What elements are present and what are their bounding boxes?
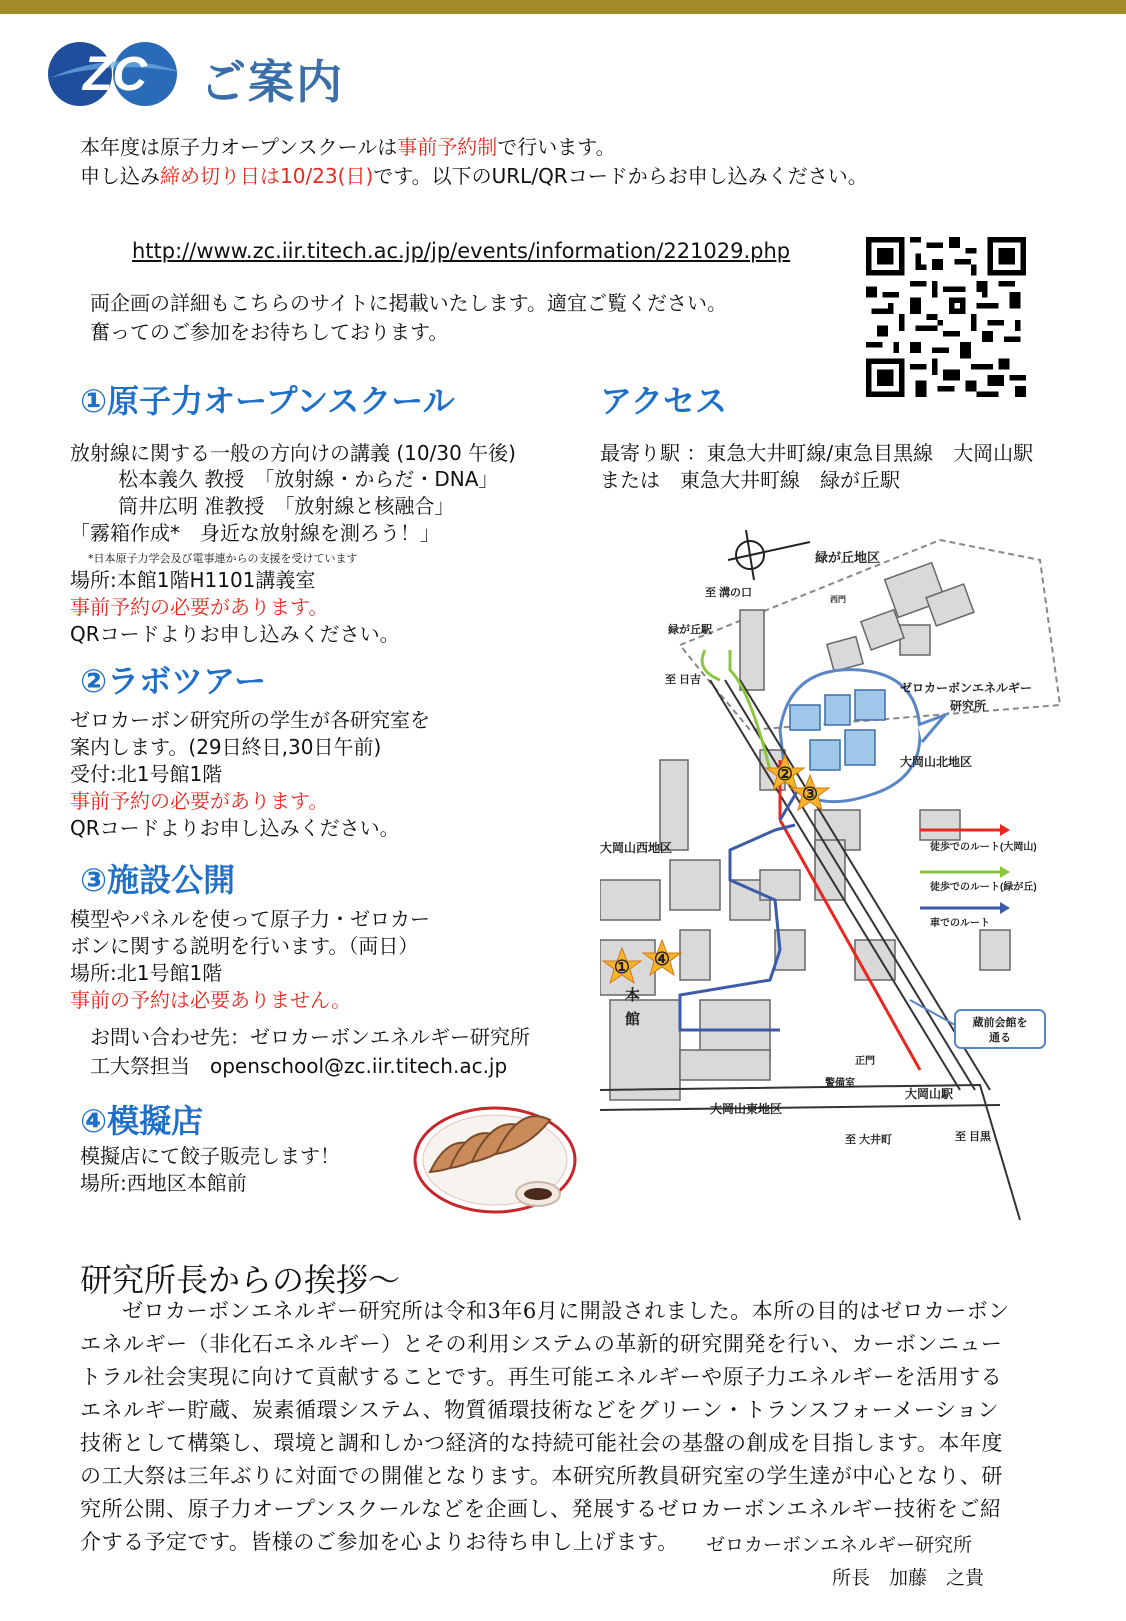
greeting-body: ゼロカーボンエネルギー研究所は令和3年6月に開設されました。本所の目的はゼロカーボンエネルギー（非化石エネルギー）とその利用システムの革新的研究開発を行い、カーボンニュートラル社会実現に向けて貢献することです。再生可能エネルギーや原子力エネルギーを活用するエネルギー貯蔵、炭素循環システム、物質循環技術などをグリーン・トランスフォーメーション技術として構築し、環境と調和しかつ経済的な持続可能社会の基盤の創成を目指します。本年度の工大祭は三年ぶりに対面での開催となります。本研究所教員研究室の学生達が中心となり、研究所公開、原子力オープンスクールなどを企画し、発展するゼロカーボンエネルギー技術をご紹介する予定です。皆様のご参加を心よりお待ち申し上げます。: [80, 1299, 1010, 1554]
map-label-north: 大岡山北地区: [900, 755, 973, 769]
sec4-line-1: 模擬店にて餃子販売します！: [80, 1144, 340, 1168]
map-num-4: ④: [653, 949, 671, 969]
sec1-location: 場所:本館1階H1101講義室: [70, 568, 316, 592]
section-4-title: ④模擬店: [80, 1102, 204, 1140]
map-kuramae-1: 蔵前会館を: [972, 1017, 1028, 1029]
sec2-line-1: ゼロカーボン研究所の学生が各研究室を: [70, 708, 430, 732]
intro-line-2-b: です。以下のURL/QRコードからお申し込みください。: [373, 164, 868, 188]
intro-line-2-a: 申し込み: [80, 164, 160, 188]
compass-icon: [728, 530, 810, 580]
sec3-location: 場所:北1号館1階: [70, 961, 223, 985]
sec1-line-1: 放射線に関する一般の方向けの講義 (10/30 午後): [70, 441, 516, 465]
intro-line-1-b: で行います。: [497, 135, 616, 159]
sec3-reservation: 事前の予約は必要ありません。: [70, 988, 352, 1012]
campus-map: [600, 530, 1100, 1220]
intro-line-1-a: 本年度は原子力オープンスクールは: [80, 135, 398, 159]
sec1-line-4: 「霧箱作成* 身近な放射線を測ろう！」: [70, 521, 440, 545]
greeting-org: ゼロカーボンエネルギー研究所: [706, 1534, 973, 1556]
intro-line-4: 奮ってのご参加をお待ちしております。: [90, 320, 449, 344]
section-1-title: ①原子力オープンスクール: [80, 382, 455, 420]
greeting-title: 研究所長からの挨拶～: [80, 1261, 401, 1299]
map-num-1: ①: [613, 957, 631, 977]
sec1-line-3: 筒井広明 准教授 「放射線と核融合」: [118, 494, 455, 518]
access-line-1: 最寄り駅 ：東急大井町線/東急目黒線 大岡山駅: [600, 441, 1034, 465]
map-label-zc-1: ゼロカーボンエネルギー: [900, 681, 1033, 695]
greeting-director: 所長 加藤 之貴: [832, 1567, 985, 1589]
map-num-3: ③: [801, 784, 819, 804]
intro-line-3: 両企画の詳細もこちらのサイトに掲載いたします。適宜ご覧ください。: [90, 291, 727, 315]
sec2-qr-note: QRコードよりお申し込みください。: [70, 816, 400, 840]
sec1-reservation: 事前予約の必要があります。: [70, 595, 329, 619]
qr-code[interactable]: [866, 237, 1026, 397]
intro-line-2-red: 締め切り日は10/23(日): [160, 164, 374, 188]
map-label-zc-2: 研究所: [950, 699, 987, 713]
map-kuramae-2: 通る: [989, 1032, 1011, 1044]
sec1-qr-note: QRコードよりお申し込みください。: [70, 622, 400, 646]
map-label-west: 大岡山西地区: [600, 841, 673, 855]
map-label-hiyoshi: 至 日吉: [665, 674, 702, 686]
map-legend-1: 徒歩でのルート(大岡山): [930, 842, 1037, 853]
map-label-police: 警備室: [825, 1078, 855, 1089]
map-label-ookayama-st: 大岡山駅: [905, 1087, 954, 1101]
sec3-line-1: 模型やパネルを使って原子力・ゼロカー: [70, 907, 430, 931]
page-title: ご案内: [200, 55, 344, 109]
map-label-midorigaoka-st: 緑が丘駅: [668, 624, 712, 636]
map-label-east: 大岡山東地区: [710, 1102, 783, 1116]
intro-line-2: [80, 163, 868, 190]
access-title: アクセス: [600, 382, 728, 420]
section-3-title: ③施設公開: [80, 861, 236, 899]
contact-line-1: お問い合わせ先：ゼロカーボンエネルギー研究所: [90, 1025, 530, 1049]
sec3-line-2: ボンに関する説明を行います。（両日）: [70, 934, 419, 958]
map-label-west-gate: 西門: [830, 595, 846, 604]
logo-lettering: ZC: [83, 48, 147, 101]
map-legend-3: 車でのルート: [930, 918, 990, 929]
sec2-reservation: 事前予約の必要があります。: [70, 789, 329, 813]
map-label-midorigaoka: 緑が丘地区: [815, 550, 881, 565]
sec2-line-3: 受付:北1号館1階: [70, 762, 223, 786]
map-label-main-gate: 正門: [855, 1056, 875, 1067]
sec2-line-2: 案内します。(29日終日,30日午前): [70, 735, 382, 759]
gyoza-illustration: [410, 1090, 580, 1220]
map-legend-2: 徒歩でのルート(緑が丘): [930, 882, 1037, 893]
access-line-2: または 東急大井町線 緑が丘駅: [600, 468, 900, 492]
sec4-location: 場所:西地区本館前: [80, 1171, 247, 1195]
info-url-link[interactable]: http://www.zc.iir.titech.ac.jp/jp/events/information/221029.php: [132, 239, 791, 263]
contact-line-2: 工大祭担当 openschool@zc.iir.titech.ac.jp: [90, 1054, 508, 1078]
intro-line-1: [80, 134, 616, 161]
map-label-honkan-1: 本: [625, 987, 641, 1004]
section-2-title: ②ラボツアー: [80, 662, 267, 700]
sec1-line-2: 松本義久 教授 「放射線・からだ・DNA」: [118, 467, 499, 491]
sec1-note: *日本原子力学会及び電事連からの支援を受けています: [88, 552, 358, 565]
map-label-honkan-2: 館: [625, 1011, 641, 1028]
intro-line-1-red: 事前予約制: [397, 135, 498, 159]
map-label-meguro: 至 目黒: [955, 1131, 992, 1143]
map-label-ooimachi: 至 大井町: [845, 1134, 893, 1146]
zc-logo: [40, 38, 190, 108]
top-bar: [0, 0, 1126, 14]
map-num-2: ②: [776, 764, 794, 784]
map-label-mizonokuchi: 至 溝の口: [705, 587, 753, 599]
